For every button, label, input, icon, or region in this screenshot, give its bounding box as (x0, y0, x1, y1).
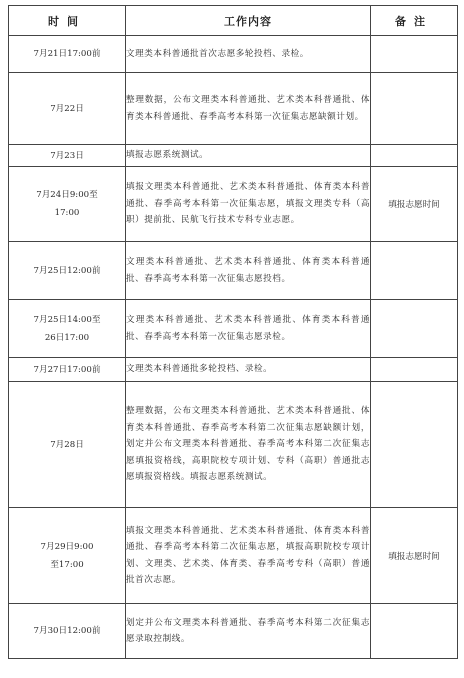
row-note (371, 604, 458, 659)
table-row (9, 382, 458, 508)
table-row (9, 508, 458, 604)
row-note (371, 73, 458, 145)
schedule-table (8, 5, 458, 659)
row-time: 7月23日 (9, 145, 126, 167)
table-row (9, 242, 458, 300)
row-time: 7月21日17:00前 (9, 36, 126, 73)
row-time: 7月29日9:00 至17:00 (9, 508, 126, 604)
table-row (9, 36, 458, 73)
row-content: 整理数据，公布文理类本科普通批、艺术类本科普通批、体育类本科普通批、春季高考本科第二次征集志愿缺额计划，划定并公布文理类本科普通批、春季高考本科第二次征集志愿填报资格线，高职院校专项计划、专科（高职）普通批志愿填报资格线。填报志愿系统测试。 (126, 382, 371, 508)
row-content: 文理类本科普通批多轮投档、录检。 (126, 358, 371, 382)
row-time: 7月27日17:00前 (9, 358, 126, 382)
row-time: 7月30日12:00前 (9, 604, 126, 659)
header-note: 备注 (371, 6, 458, 36)
row-time: 7月24日9:00至 17:00 (9, 167, 126, 242)
header-time: 时间 (9, 6, 126, 36)
table-row (9, 300, 458, 358)
row-note: 填报志愿时间 (371, 508, 458, 604)
row-content: 填报志愿系统测试。 (126, 145, 371, 167)
row-note (371, 36, 458, 73)
row-content: 填报文理类本科普通批、艺术类本科普通批、体育类本科普通批、春季高考本科第一次征集志愿，填报文理类专科（高职）提前批、民航飞行技术专科专业志愿。 (126, 167, 371, 242)
row-content: 整理数据，公布文理类本科普通批、艺术类本科普通批、体育类本科普通批、春季高考本科第一次征集志愿缺额计划。 (126, 73, 371, 145)
row-content: 文理类本科普通批首次志愿多轮投档、录检。 (126, 36, 371, 73)
row-content: 填报文理类本科普通批、艺术类本科普通批、体育类本科普通批、春季高考本科第二次征集志愿，填报高职院校专项计划、文理类、艺术类、体育类、春季高考专科（高职）普通批首次志愿。 (126, 508, 371, 604)
row-note (371, 300, 458, 358)
table-header-row (9, 6, 458, 36)
table-row (9, 358, 458, 382)
row-note: 填报志愿时间 (371, 167, 458, 242)
schedule-document (8, 5, 457, 659)
row-note (371, 382, 458, 508)
row-time: 7月22日 (9, 73, 126, 145)
header-content: 工作内容 (126, 6, 371, 36)
row-note (371, 242, 458, 300)
table-row (9, 145, 458, 167)
row-time: 7月25日12:00前 (9, 242, 126, 300)
row-time: 7月25日14:00至 26日17:00 (9, 300, 126, 358)
row-content: 文理类本科普通批、艺术类本科普通批、体育类本科普通批、春季高考本科第一次征集志愿投档。 (126, 242, 371, 300)
row-time: 7月28日 (9, 382, 126, 508)
row-content: 划定并公布文理类本科普通批、春季高考本科第二次征集志愿录取控制线。 (126, 604, 371, 659)
table-row (9, 604, 458, 659)
row-note (371, 358, 458, 382)
row-note (371, 145, 458, 167)
table-row (9, 167, 458, 242)
row-content: 文理类本科普通批、艺术类本科普通批、体育类本科普通批、春季高考本科第一次征集志愿录检。 (126, 300, 371, 358)
table-row (9, 73, 458, 145)
